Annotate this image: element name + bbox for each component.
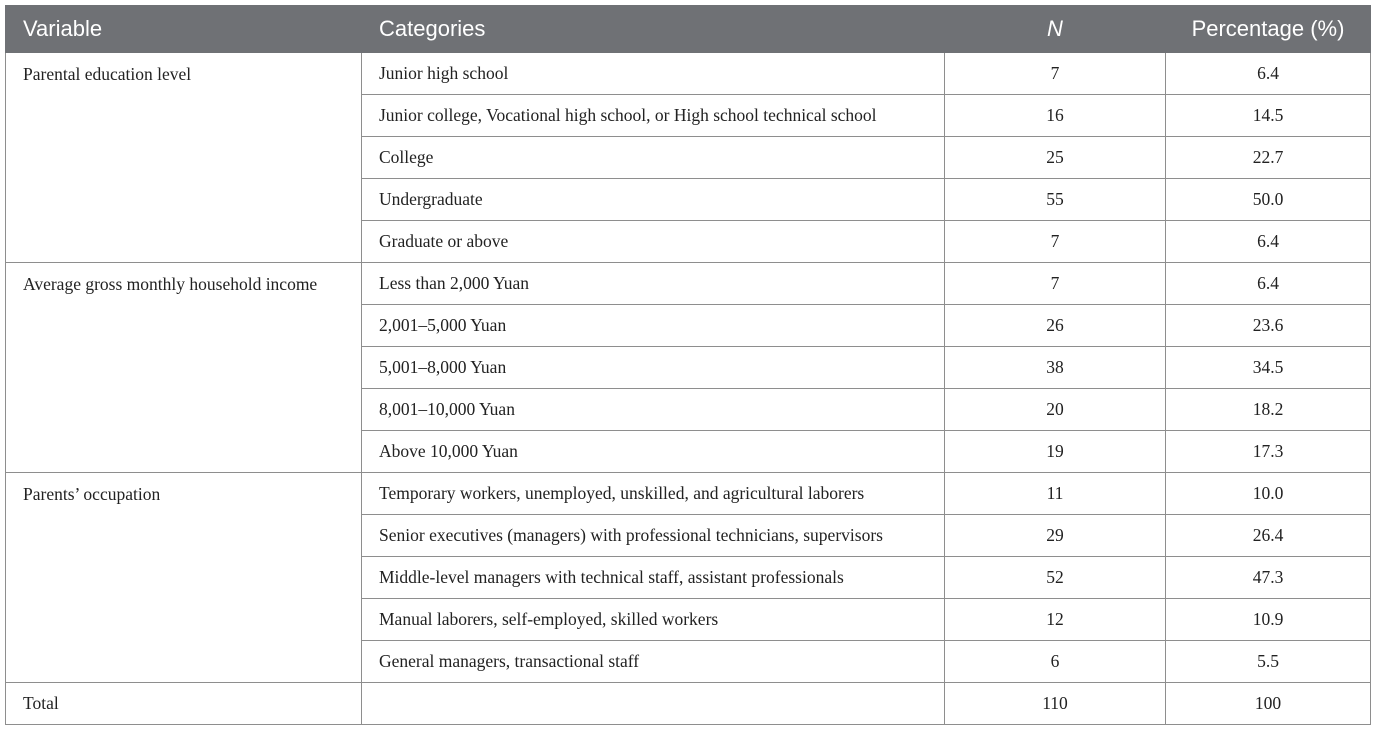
- n-cell: 12: [945, 599, 1166, 641]
- n-cell: 11: [945, 473, 1166, 515]
- category-cell: Manual laborers, self-employed, skilled workers: [362, 599, 945, 641]
- category-cell: General managers, transactional staff: [362, 641, 945, 683]
- category-cell: Less than 2,000 Yuan: [362, 263, 945, 305]
- percentage-cell: 10.9: [1166, 599, 1371, 641]
- header-n-label: N: [1047, 16, 1063, 41]
- percentage-cell: 5.5: [1166, 641, 1371, 683]
- category-cell: Middle-level managers with technical staff, assistant professionals: [362, 557, 945, 599]
- n-cell: 7: [945, 221, 1166, 263]
- n-cell: 52: [945, 557, 1166, 599]
- variable-cell: Parental education level: [6, 53, 362, 263]
- percentage-cell: 6.4: [1166, 53, 1371, 95]
- header-variable: Variable: [6, 6, 362, 53]
- category-cell: College: [362, 137, 945, 179]
- total-label-cell: Total: [6, 683, 362, 725]
- n-cell: 19: [945, 431, 1166, 473]
- category-cell: 8,001–10,000 Yuan: [362, 389, 945, 431]
- n-cell: 7: [945, 53, 1166, 95]
- variable-cell: Parents’ occupation: [6, 473, 362, 683]
- category-cell: 2,001–5,000 Yuan: [362, 305, 945, 347]
- percentage-cell: 22.7: [1166, 137, 1371, 179]
- category-cell: 5,001–8,000 Yuan: [362, 347, 945, 389]
- category-cell: Undergraduate: [362, 179, 945, 221]
- percentage-cell: 34.5: [1166, 347, 1371, 389]
- category-cell: Junior high school: [362, 53, 945, 95]
- header-n: [945, 6, 1166, 53]
- header-row: [6, 6, 1371, 53]
- variable-cell: Average gross monthly household income: [6, 263, 362, 473]
- total-row: [6, 683, 1371, 725]
- category-cell: Above 10,000 Yuan: [362, 431, 945, 473]
- demographics-table: [5, 5, 1371, 725]
- percentage-cell: 18.2: [1166, 389, 1371, 431]
- n-cell: 55: [945, 179, 1166, 221]
- total-n-cell: 110: [945, 683, 1166, 725]
- table-row: [6, 263, 1371, 305]
- total-percentage-cell: 100: [1166, 683, 1371, 725]
- percentage-cell: 26.4: [1166, 515, 1371, 557]
- n-cell: 26: [945, 305, 1166, 347]
- category-cell: Graduate or above: [362, 221, 945, 263]
- header-percentage: Percentage (%): [1166, 6, 1371, 53]
- table-container: [5, 5, 1370, 725]
- percentage-cell: 17.3: [1166, 431, 1371, 473]
- percentage-cell: 47.3: [1166, 557, 1371, 599]
- n-cell: 20: [945, 389, 1166, 431]
- n-cell: 7: [945, 263, 1166, 305]
- n-cell: 29: [945, 515, 1166, 557]
- category-cell: Junior college, Vocational high school, or High school technical school: [362, 95, 945, 137]
- table-row: [6, 473, 1371, 515]
- percentage-cell: 50.0: [1166, 179, 1371, 221]
- n-cell: 25: [945, 137, 1166, 179]
- percentage-cell: 6.4: [1166, 263, 1371, 305]
- category-cell: Temporary workers, unemployed, unskilled, and agricultural laborers: [362, 473, 945, 515]
- total-category-cell: [362, 683, 945, 725]
- n-cell: 6: [945, 641, 1166, 683]
- percentage-cell: 10.0: [1166, 473, 1371, 515]
- table-row: [6, 53, 1371, 95]
- percentage-cell: 23.6: [1166, 305, 1371, 347]
- category-cell: Senior executives (managers) with professional technicians, supervisors: [362, 515, 945, 557]
- percentage-cell: 6.4: [1166, 221, 1371, 263]
- header-categories: Categories: [362, 6, 945, 53]
- n-cell: 16: [945, 95, 1166, 137]
- percentage-cell: 14.5: [1166, 95, 1371, 137]
- n-cell: 38: [945, 347, 1166, 389]
